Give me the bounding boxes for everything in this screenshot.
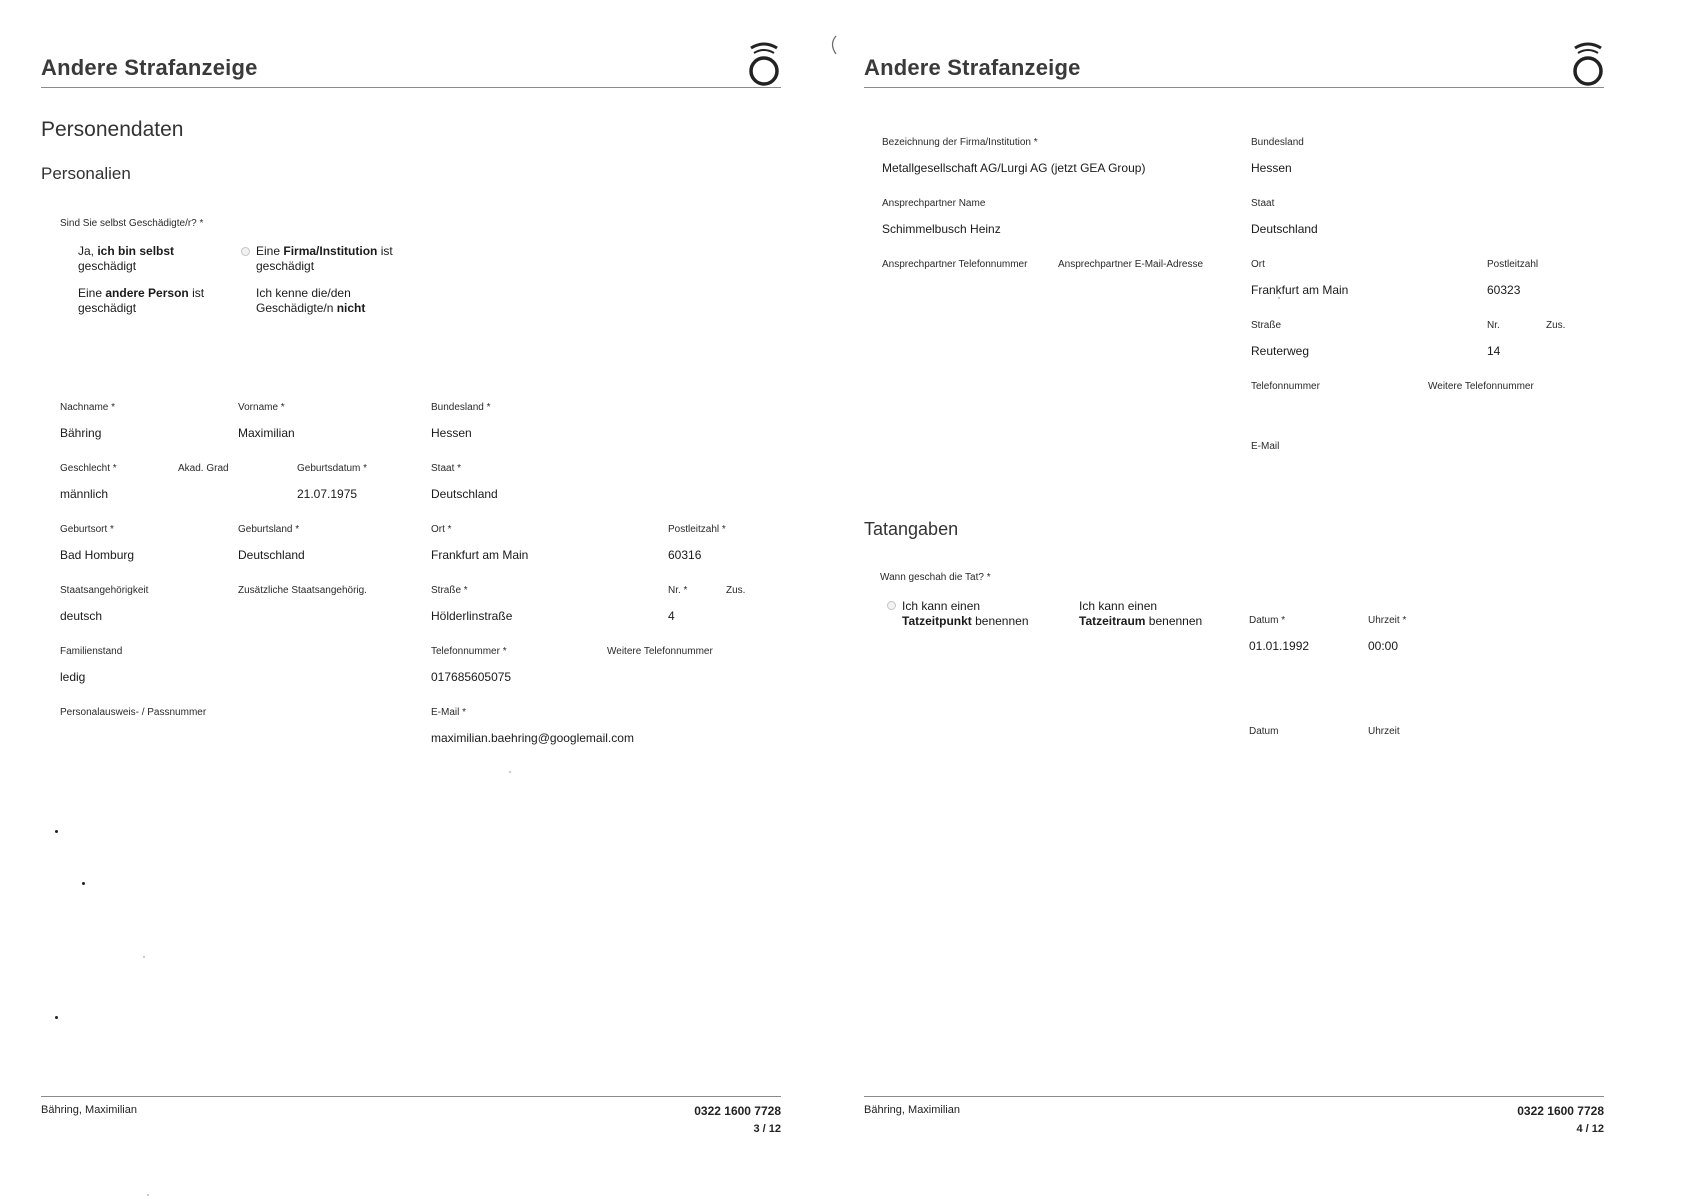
value-email: maximilian.baehring@googlemail.com: [431, 731, 634, 745]
scan-speck: [147, 1194, 149, 1196]
label-zus-staatsangehoerigkeit: Zusätzliche Staatsangehörig.: [238, 585, 367, 596]
label-weitere-telefonnummer: Weitere Telefonnummer: [1428, 381, 1534, 392]
value-uhrzeit: 00:00: [1368, 639, 1399, 653]
label-postleitzahl: Postleitzahl: [1487, 259, 1539, 270]
label-ansprechpartner-mail: Ansprechpartner E-Mail-Adresse: [1058, 259, 1204, 270]
footer-rule: [41, 1096, 781, 1097]
label-nr: Nr.: [1487, 320, 1500, 331]
page-3: [0, 0, 820, 1199]
section-title-personendaten: Personendaten: [41, 118, 184, 141]
value-geburtsort: Bad Homburg: [60, 548, 135, 562]
label-telefonnummer: Telefonnummer *: [431, 646, 507, 657]
value-nachname: Bähring: [60, 426, 102, 440]
label-ausweis: Personalausweis- / Passnummer: [60, 707, 207, 718]
radio-tatzeitpunkt[interactable]: [887, 601, 896, 610]
label-ansprechpartner-name: Ansprechpartner Name: [882, 198, 986, 209]
scan-speck: [1278, 297, 1280, 299]
label-geburtsland: Geburtsland *: [238, 524, 300, 535]
page-4: [826, 0, 1646, 1199]
value-geschlecht: männlich: [60, 487, 109, 501]
scan-speck: [55, 1016, 58, 1019]
value-staatsangehoerigkeit: deutsch: [60, 609, 103, 623]
label-nr: Nr. *: [668, 585, 688, 596]
tat-question-label: Wann geschah die Tat? *: [880, 572, 991, 583]
label-staat: Staat: [1251, 198, 1275, 209]
label-weitere-telefonnummer: Weitere Telefonnummer: [607, 646, 713, 657]
value-bundesland: Hessen: [431, 426, 472, 440]
label-telefonnummer: Telefonnummer: [1251, 381, 1320, 392]
scan-mark: [826, 34, 840, 58]
label-zus: Zus.: [726, 585, 746, 596]
label-email: E-Mail: [1251, 441, 1280, 452]
label-akad-grad: Akad. Grad: [178, 463, 229, 474]
value-postleitzahl: 60316: [668, 548, 702, 562]
radio-firma[interactable]: [241, 247, 250, 256]
form-title: Andere Strafanzeige: [41, 55, 258, 80]
label-datum: Datum *: [1249, 615, 1286, 626]
footer-phone: 0322 1600 7728: [694, 1104, 781, 1118]
value-staat: Deutschland: [431, 487, 498, 501]
value-geburtsland: Deutschland: [238, 548, 305, 562]
value-nr: 4: [668, 609, 675, 623]
label-geschlecht: Geschlecht *: [60, 463, 117, 474]
value-ort: Frankfurt am Main: [431, 548, 529, 562]
label-postleitzahl: Postleitzahl *: [668, 524, 726, 535]
label-familienstand: Familienstand: [60, 646, 123, 657]
value-postleitzahl: 60323: [1487, 283, 1521, 297]
label-firma: Bezeichnung der Firma/Institution *: [882, 137, 1038, 148]
scan-speck: [82, 882, 85, 885]
value-geburtsdatum: 21.07.1975: [297, 487, 358, 501]
footer-page-number: 4 / 12: [1576, 1123, 1604, 1135]
label-ort: Ort *: [431, 524, 452, 535]
victim-question-label: Sind Sie selbst Geschädigte/r? *: [60, 218, 204, 229]
label-uhrzeit-2: Uhrzeit: [1368, 726, 1400, 737]
footer-name: Bähring, Maximilian: [864, 1104, 960, 1116]
label-uhrzeit: Uhrzeit *: [1368, 615, 1407, 626]
label-strasse: Straße: [1251, 320, 1282, 331]
value-firma: Metallgesellschaft AG/Lurgi AG (jetzt GEA Group): [882, 161, 1146, 175]
value-vorname: Maximilian: [238, 426, 295, 440]
label-geburtsdatum: Geburtsdatum *: [297, 463, 368, 474]
value-datum: 01.01.1992: [1249, 639, 1310, 653]
label-strasse: Straße *: [431, 585, 468, 596]
footer-name: Bähring, Maximilian: [41, 1104, 137, 1116]
option-firma-victim[interactable]: Eine Firma/Institution ist geschädigt: [256, 244, 393, 273]
value-strasse: Reuterweg: [1251, 344, 1310, 358]
value-telefonnummer: 017685605075: [431, 670, 512, 684]
footer-rule: [864, 1096, 1604, 1097]
subsection-title-personalien: Personalien: [41, 164, 131, 183]
scan-speck: [143, 956, 145, 958]
value-bundesland: Hessen: [1251, 161, 1292, 175]
scan-speck: [509, 771, 511, 773]
value-familienstand: ledig: [60, 670, 86, 684]
option-self-victim[interactable]: Ja, ich bin selbst geschädigt: [78, 244, 175, 273]
section-title-tatangaben: Tatangaben: [864, 519, 959, 539]
option-tatzeitraum[interactable]: Ich kann einen Tatzeitraum benennen: [1079, 599, 1203, 628]
label-nachname: Nachname *: [60, 402, 116, 413]
police-logo-icon: [746, 40, 782, 86]
value-ansprechpartner-name: Schimmelbusch Heinz: [882, 222, 1001, 236]
header-rule: [41, 87, 781, 88]
label-email: E-Mail *: [431, 707, 467, 718]
label-staat: Staat *: [431, 463, 462, 474]
label-geburtsort: Geburtsort *: [60, 524, 114, 535]
label-datum-2: Datum: [1249, 726, 1279, 737]
scan-speck: [55, 830, 58, 833]
label-vorname: Vorname *: [238, 402, 285, 413]
label-ort: Ort: [1251, 259, 1265, 270]
form-title: Andere Strafanzeige: [864, 55, 1081, 80]
label-zus: Zus.: [1546, 320, 1566, 331]
label-staatsangehoerigkeit: Staatsangehörigkeit: [60, 585, 149, 596]
option-tatzeitpunkt[interactable]: Ich kann einen Tatzeitpunkt benennen: [902, 599, 1029, 628]
value-strasse: Hölderlinstraße: [431, 609, 513, 623]
value-nr: 14: [1487, 344, 1501, 358]
value-ort: Frankfurt am Main: [1251, 283, 1349, 297]
value-staat: Deutschland: [1251, 222, 1318, 236]
label-bundesland: Bundesland: [1251, 137, 1304, 148]
label-bundesland: Bundesland *: [431, 402, 491, 413]
police-logo-icon: [1570, 40, 1606, 86]
label-ansprechpartner-tel: Ansprechpartner Telefonnummer: [882, 259, 1028, 270]
option-other-person-victim[interactable]: Eine andere Person ist geschädigt: [78, 286, 205, 315]
option-unknown-victim[interactable]: Ich kenne die/den Geschädigte/n nicht: [256, 286, 366, 315]
footer-page-number: 3 / 12: [753, 1123, 781, 1135]
header-rule: [864, 87, 1604, 88]
footer-phone: 0322 1600 7728: [1517, 1104, 1604, 1118]
